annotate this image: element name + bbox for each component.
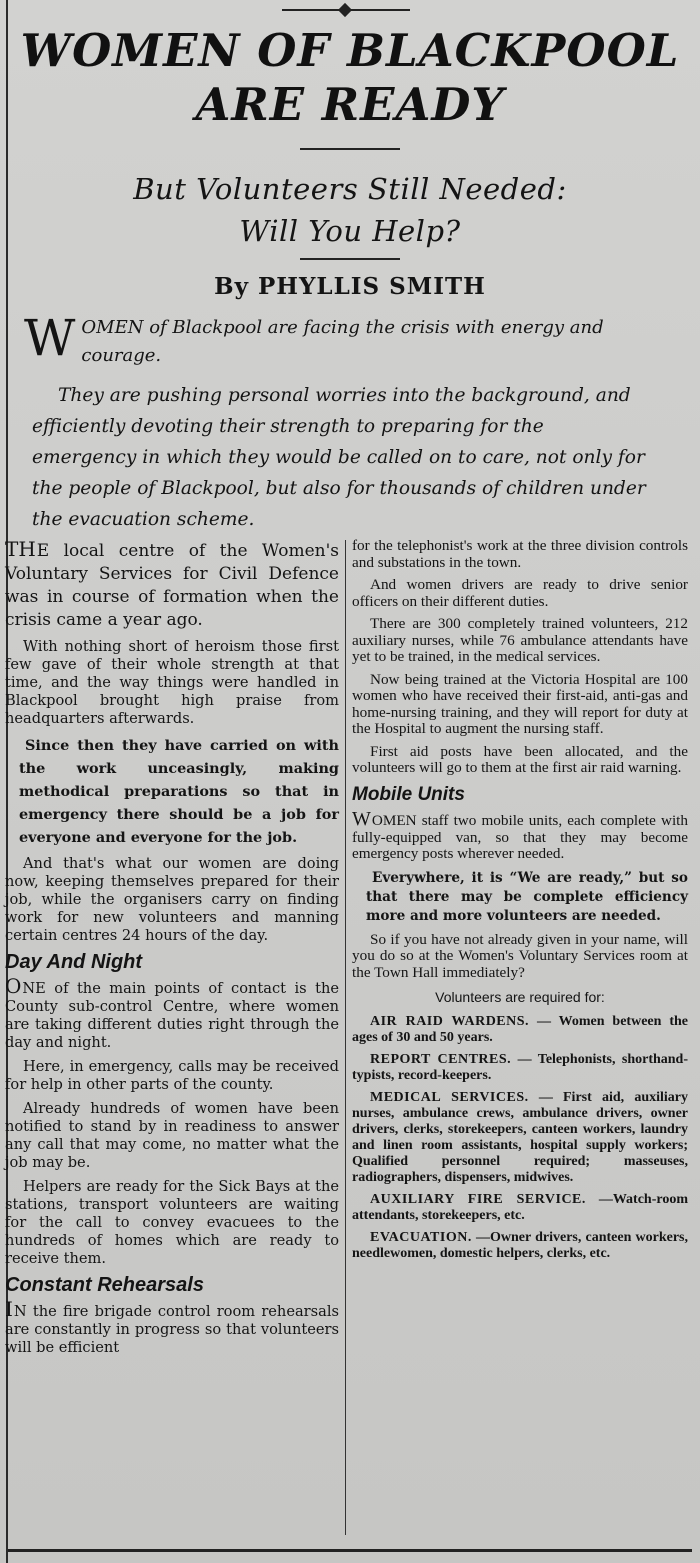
left-para-5 (5, 974, 339, 1052)
left-para-9-text: N the fire brigade control room rehearsals are constantly in progress so that volunteers will be efficient (5, 1303, 339, 1356)
requirement-head: EVACUATION. (370, 1229, 472, 1245)
requirement-item (352, 1052, 688, 1084)
intro-dropcap: W (24, 309, 76, 367)
requirement-head: AIR RAID WARDENS. (370, 1013, 530, 1029)
right-para-6 (352, 808, 688, 863)
right-para-4: Now being trained at the Victoria Hospital are 100 women who have received their first-aid, anti-gas and home-nursing training, and they will report for duty at the Hospital to augment the nursing staff. (352, 670, 688, 737)
intro-para-1-text: OMEN of Blackpool are facing the crisis with energy and courage. (81, 317, 604, 366)
column-divider (345, 540, 346, 1535)
headline-line-2: ARE READY (195, 78, 505, 131)
right-para-7: Everywhere, it is “We are ready,” but so that there may be complete efficiency more and more volunteers are needed. (366, 869, 688, 924)
requirement-head: REPORT CENTRES. (370, 1051, 512, 1067)
headline (10, 24, 690, 132)
requirement-head: MEDICAL SERVICES. (370, 1089, 529, 1105)
top-ornament-diamond (338, 3, 352, 17)
bottom-rule (8, 1549, 692, 1552)
right-para-3: There are 300 completely trained volunteers, 212 auxiliary nurses, while 76 ambulance attendants have yet to be trained, in the medical services. (352, 615, 688, 665)
left-para-6: Here, in emergency, calls may be received for help in other parts of the county. (5, 1058, 339, 1093)
heading-mobile-units: Mobile Units (352, 783, 465, 805)
right-para-5: First aid posts have been allocated, and the volunteers will go to them at the first air raid warning. (352, 742, 688, 776)
requirement-item (352, 1192, 688, 1224)
requirements-intro: Volunteers are required for: (435, 989, 605, 1005)
requirements-list (352, 1014, 688, 1262)
heading-constant-rehearsals: Constant Rehearsals (5, 1274, 204, 1296)
requirement-head: AUXILIARY FIRE SERVICE. (370, 1191, 586, 1207)
requirement-body: —Owner drivers, canteen workers, needlewomen, domestic helpers, clerks, etc. (352, 1229, 688, 1261)
left-para-9 (5, 1297, 339, 1357)
requirement-item (352, 1230, 688, 1262)
left-para-7: Already hundreds of women have been notified to stand by in readiness to answer any call that may come, no matter what the job may be. (5, 1100, 339, 1171)
headline-line-1: WOMEN OF BLACKPOOL (20, 24, 680, 77)
right-column (352, 538, 688, 1268)
left-para-5-cap: O (5, 974, 22, 998)
subheadline (20, 168, 680, 252)
intro-paragraph-1 (24, 309, 674, 370)
left-para-1-cap: TH (5, 537, 36, 561)
right-para-6-cap: W (352, 808, 371, 830)
headline-divider (300, 148, 400, 150)
requirement-body: —Watch-room attendants, storekeepers, etc. (352, 1191, 688, 1223)
requirement-body: — Women between the ages of 30 and 50 years. (352, 1013, 688, 1045)
requirement-item (352, 1090, 688, 1186)
right-para-8: So if you have not already given in your name, will you do so at the Women's Voluntary Services room at the Town Hall immediately? (352, 930, 688, 981)
right-para-1: for the telephonist's work at the three division controls and substations in the town. (352, 537, 688, 571)
left-para-2: With nothing short of heroism those first few gave of their whole strength at that time, and the way things were handled in Blackpool brought high praise from headquarters afterwards. (5, 638, 339, 727)
requirement-body: — Telephonists, shorthand-typists, record-keepers. (352, 1051, 688, 1083)
right-para-6-text: OMEN staff two mobile units, each complete with fully-equipped van, so that they may become emergency posts wherever needed. (352, 812, 688, 862)
heading-day-and-night: Day And Night (5, 951, 143, 973)
subhead-line-2: Will You Help? (239, 214, 461, 248)
left-column (5, 538, 339, 1363)
left-para-3: Since then they have carried on with the work unceasingly, making methodical preparations so that in emergency there should be a job for everyone and everyone for the job. (19, 737, 339, 846)
subhead-divider (300, 258, 400, 260)
left-para-4: And that's what our women are doing now, keeping themselves prepared for their job, while the organisers carry on finding work for new volunteers and manning certain centres 24 hours of the day. (5, 855, 339, 944)
subhead-line-1: But Volunteers Still Needed: (133, 172, 567, 206)
left-para-5-text: NE of the main points of contact is the County sub-control Centre, where women are taking different duties right through the day and night. (5, 980, 339, 1051)
right-para-2: And women drivers are ready to drive senior officers on their different duties. (352, 576, 688, 610)
left-para-1-text: E local centre of the Women's Voluntary Services for Civil Defence was in course of formation when the crisis came a year ago. (5, 541, 339, 630)
left-para-1 (5, 538, 339, 632)
left-para-8: Helpers are ready for the Sick Bays at the stations, transport volunteers are waiting for the call to convey evacuees to the hundreds of homes which are ready to receive them. (5, 1178, 339, 1267)
requirement-item (352, 1014, 688, 1046)
left-para-9-cap: I (5, 1297, 13, 1321)
requirement-body: — First aid, auxiliary nurses, ambulance crews, ambulance drivers, owner drivers, clerks, storekeepers, canteen workers, laundry and linen room assistants, hospital supply workers; Qualified personnel required; masseuses, radiographers, dispensers, midwives. (352, 1089, 688, 1185)
byline: By PHYLLIS SMITH (214, 273, 486, 300)
intro-paragraph-2: They are pushing personal worries into the background, and efficiently devoting their strength to preparing for the emergency in which they would be called on to care, not only for the people of Blackpool, but also for thousands of children under the evacuation scheme. (32, 385, 646, 530)
